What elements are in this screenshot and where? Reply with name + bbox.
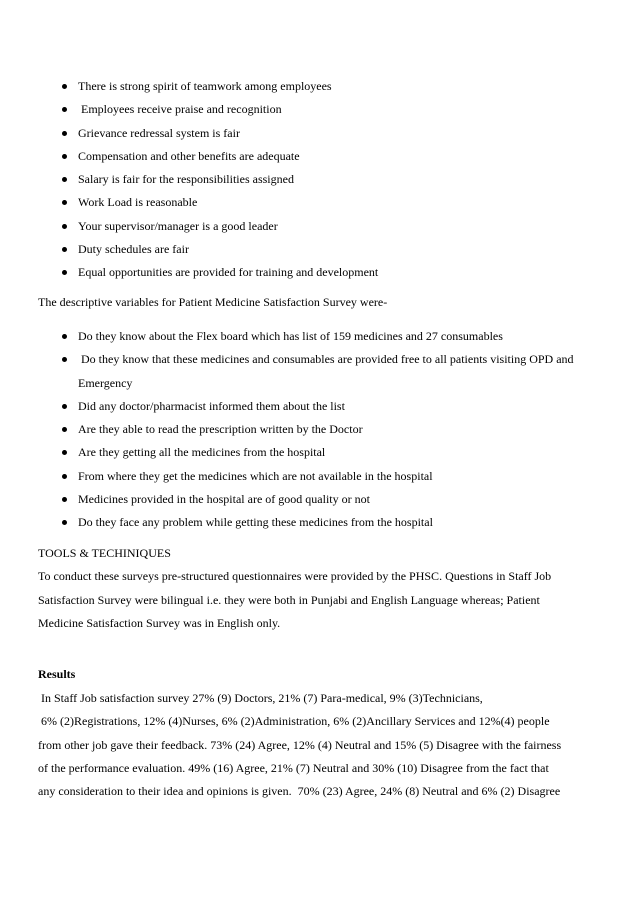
list-item-text: Your supervisor/manager is a good leader <box>78 218 278 233</box>
list-item <box>62 441 602 464</box>
patient-survey-variables-list <box>62 325 602 535</box>
list-item <box>62 238 602 261</box>
list-item-text: Duty schedules are fair <box>78 242 189 257</box>
list-item <box>62 418 602 441</box>
list-item <box>62 122 602 145</box>
paragraph-line: any consideration to their idea and opinions is given. 70% (23) Agree, 24% (8) Neutral and 6% (2) Disagree <box>38 784 561 799</box>
paragraph-line: Medicine Satisfaction Survey was in English only. <box>38 615 281 630</box>
bullet-icon <box>62 270 67 275</box>
list-item-text: Are they able to read the prescription written by the Doctor <box>78 422 363 437</box>
list-item <box>62 145 602 168</box>
bullet-icon <box>62 357 67 362</box>
list-item-text: There is strong spirit of teamwork among employees <box>78 79 332 93</box>
list-item-text: Grievance redressal system is fair <box>78 125 240 140</box>
section-heading: TOOLS & TECHINIQUES <box>38 546 171 560</box>
bullet-icon <box>62 177 67 182</box>
paragraph-line: In Staff Job satisfaction survey 27% (9) Doctors, 21% (7) Para-medical, 9% (3)Technicians, <box>38 691 483 705</box>
paragraph-line: from other job gave their feedback. 73% (24) Agree, 12% (4) Neutral and 15% (5) Disagree with the fairness <box>38 737 562 752</box>
list-item-text: Medicines provided in the hospital are of good quality or not <box>78 492 370 507</box>
list-item <box>62 511 602 534</box>
bullet-icon <box>62 520 67 525</box>
list-item <box>62 261 602 284</box>
list-item <box>62 191 602 214</box>
list-item <box>62 325 602 348</box>
list-item <box>62 348 602 395</box>
list-item-text: Are they getting all the medicines from the hospital <box>78 445 326 460</box>
bullet-icon <box>62 427 67 432</box>
list-item-text: From where they get the medicines which are not available in the hospital <box>78 468 433 483</box>
list-item-text: Salary is fair for the responsibilities assigned <box>78 172 294 187</box>
bullet-icon <box>62 84 67 89</box>
list-item-text: Do they know about the Flex board which has list of 159 medicines and 27 consumables <box>78 329 503 343</box>
bullet-icon <box>62 154 67 159</box>
bullet-icon <box>62 334 67 339</box>
tools-section <box>38 542 613 635</box>
bullet-icon <box>62 404 67 409</box>
list-item <box>62 168 602 191</box>
list-item <box>62 75 602 98</box>
paragraph-line: To conduct these surveys pre-structured questionnaires were provided by the PHSC. Questions in Staff Job <box>38 569 552 584</box>
bullet-icon <box>62 131 67 136</box>
patient-survey-intro: The descriptive variables for Patient Medicine Satisfaction Survey were- <box>38 295 388 309</box>
bullet-icon <box>62 200 67 205</box>
list-item <box>62 98 602 121</box>
bullet-icon <box>62 247 67 252</box>
list-item-text: Do they know that these medicines and consumables are provided free to all patients visiting OPD and Emergency <box>78 352 577 390</box>
list-item-text: Employees receive praise and recognition <box>78 102 282 117</box>
list-item-text: Equal opportunities are provided for training and development <box>78 265 379 280</box>
results-paragraph <box>38 687 618 803</box>
list-item <box>62 395 602 418</box>
list-item <box>62 465 602 488</box>
bullet-icon <box>62 497 67 502</box>
bullet-icon <box>62 224 67 229</box>
results-heading: Results <box>38 667 76 681</box>
list-item-text: Did any doctor/pharmacist informed them about the list <box>78 398 345 413</box>
paragraph-line: of the performance evaluation. 49% (16) Agree, 21% (7) Neutral and 30% (10) Disagree from the fact that <box>38 760 549 775</box>
paragraph-line: Satisfaction Survey were bilingual i.e. they were both in Punjabi and English Language whereas; Patient <box>38 592 540 607</box>
list-item-text: Do they face any problem while getting these medicines from the hospital <box>78 515 433 530</box>
staff-survey-variables-list <box>62 75 602 285</box>
bullet-icon <box>62 450 67 455</box>
list-item <box>62 215 602 238</box>
list-item-text: Compensation and other benefits are adequate <box>78 148 300 163</box>
list-item-text: Work Load is reasonable <box>78 195 198 210</box>
list-item <box>62 488 602 511</box>
paragraph-line: 6% (2)Registrations, 12% (4)Nurses, 6% (2)Administration, 6% (2)Ancillary Services and 12%(4) people <box>38 714 550 729</box>
bullet-icon <box>62 107 67 112</box>
bullet-icon <box>62 474 67 479</box>
